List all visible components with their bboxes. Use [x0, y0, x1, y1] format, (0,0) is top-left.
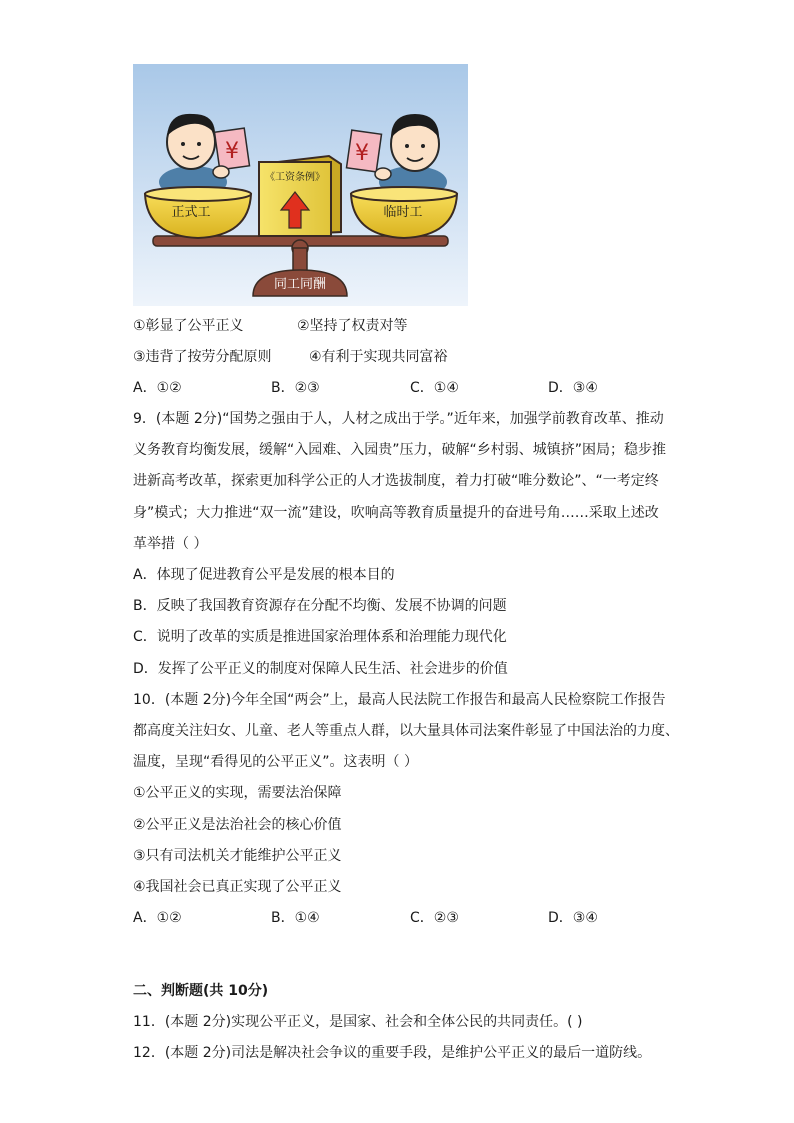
q8-statement-3: ③违背了按劳分配原则 — [133, 349, 272, 365]
q9-stem-line-5: 革举措（ ） — [133, 536, 208, 552]
q10-statement-1: ①公平正义的实现，需要法治保障 — [133, 785, 342, 801]
q9-stem-line-3: 进新高考改革，探索更加科学公正的人才选拔制度，着力打破“唯分数论”、“一考定终 — [133, 473, 659, 489]
q11-text: 11．(本题 2分)实现公平正义，是国家、社会和全体公民的共同责任。( ) — [133, 1014, 583, 1030]
q9-option-a[interactable]: A．体现了促进教育公平是发展的根本目的 — [133, 567, 395, 583]
q9-stem-line-2: 义务教育均衡发展，缓解“入园难、入园贵”压力，破解“乡村弱、城镇挤”困局；稳步推 — [133, 442, 667, 458]
base-label: 同工同酬 — [273, 277, 327, 292]
q8-statements-row-2 — [133, 347, 553, 367]
q8-statement-1: ①彰显了公平正义 — [133, 318, 244, 334]
q9-option-b[interactable]: B．反映了我国教育资源存在分配不均衡、发展不协调的问题 — [133, 598, 507, 614]
q10-stem-line-1: 10．(本题 2分)今年全国“两会”上，最高人民法院工作报告和最高人民检察院工作报告 — [133, 692, 666, 708]
q9-option-d[interactable]: D．发挥了公平正义的制度对保障人民生活、社会进步的价值 — [133, 661, 508, 677]
section-2-title: 二、判断题(共 10分) — [133, 983, 269, 999]
q10-choice-d[interactable]: D．③④ — [548, 910, 598, 926]
q8-statement-4: ④有利于实现共同富裕 — [309, 349, 448, 365]
left-yen-sign: ¥ — [225, 139, 239, 164]
q10-choice-a[interactable]: A．①② — [133, 910, 182, 926]
right-pan-label: 临时工 — [383, 205, 423, 220]
q12-text: 12．(本题 2分)司法是解决社会争议的重要手段，是维护公平正义的最后一道防线。 — [133, 1045, 652, 1061]
q8-choice-b[interactable]: B．②③ — [271, 380, 320, 396]
balance-cartoon — [133, 64, 468, 306]
wage-regulation-book — [259, 156, 341, 236]
q10-statement-3: ③只有司法机关才能维护公平正义 — [133, 848, 342, 864]
left-pan-label: 正式工 — [171, 205, 211, 220]
q9-stem-line-4: 身”模式；大力推进“双一流”建设，吹响高等教育质量提升的奋进号角……采取上述改 — [133, 505, 659, 521]
q8-choice-a[interactable]: A．①② — [133, 380, 182, 396]
q10-statement-4: ④我国社会已真正实现了公平正义 — [133, 879, 342, 895]
q10-choices — [133, 908, 653, 928]
q10-choice-c[interactable]: C．②③ — [410, 910, 459, 926]
q9-stem-line-1: 9．(本题 2分)“国势之强由于人，人材之成出于学。”近年来，加强学前教育改革、推动 — [133, 411, 664, 427]
q8-statement-2: ②坚持了权责对等 — [297, 318, 408, 334]
right-yen-sign: ¥ — [355, 141, 369, 166]
q9-option-c[interactable]: C．说明了改革的实质是推进国家治理体系和治理能力现代化 — [133, 629, 507, 645]
q10-stem-line-2: 都高度关注妇女、儿童、老人等重点人群，以大量具体司法案件彰显了中国法治的力度、 — [133, 723, 679, 739]
q8-statements-row-1 — [133, 316, 553, 336]
q8-choices — [133, 378, 653, 398]
book-title: 《工资条例》 — [265, 172, 325, 183]
q8-choice-d[interactable]: D．③④ — [548, 380, 598, 396]
q10-choice-b[interactable]: B．①④ — [271, 910, 320, 926]
q10-statement-2: ②公平正义是法治社会的核心价值 — [133, 817, 342, 833]
q10-stem-line-3: 温度，呈现“看得见的公平正义”。这表明（ ） — [133, 754, 418, 770]
q8-choice-c[interactable]: C．①④ — [410, 380, 459, 396]
